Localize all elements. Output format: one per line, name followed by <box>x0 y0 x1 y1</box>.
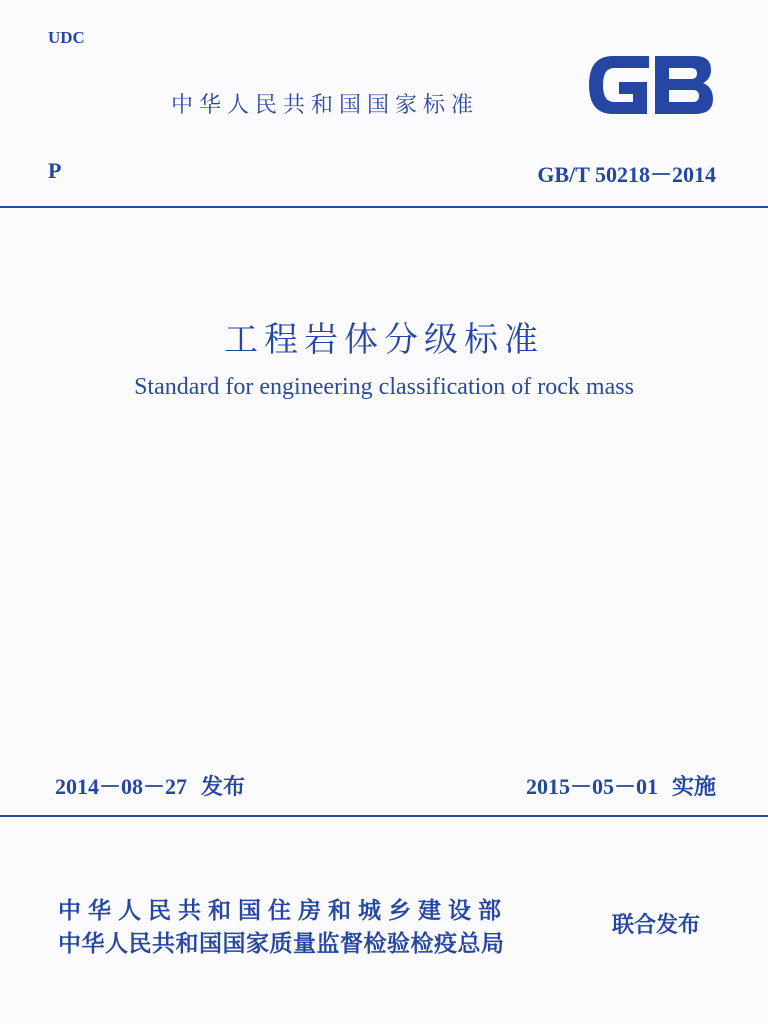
gb-logo-icon <box>583 46 719 124</box>
implement-label: 实施 <box>671 775 716 800</box>
issuer-ministry-housing: 中华人民共和国住房和城乡建设部 <box>58 898 508 924</box>
standard-type-heading: 中华人民共和国国家标准 <box>170 93 479 118</box>
title-chinese: 工程岩体分级标准 <box>224 320 544 360</box>
issue-date: 2014－08－27 <box>55 774 188 799</box>
issuer-aqsiq: 中华人民共和国国家质量监督检验检疫总局 <box>58 931 505 957</box>
issue-date-block <box>55 770 245 801</box>
title-english: Standard for engineering classification of rock mass <box>134 374 634 400</box>
issue-label: 发布 <box>201 775 246 800</box>
classification-code: P <box>48 158 62 183</box>
bottom-divider <box>0 815 768 817</box>
top-divider <box>0 206 768 208</box>
standard-code: GB/T 50218－2014 <box>537 162 716 187</box>
implement-date-block <box>526 770 716 801</box>
implement-date: 2015－05－01 <box>525 774 658 799</box>
joint-issue-label: 联合发布 <box>612 913 701 938</box>
udc-label: UDC <box>48 28 85 47</box>
